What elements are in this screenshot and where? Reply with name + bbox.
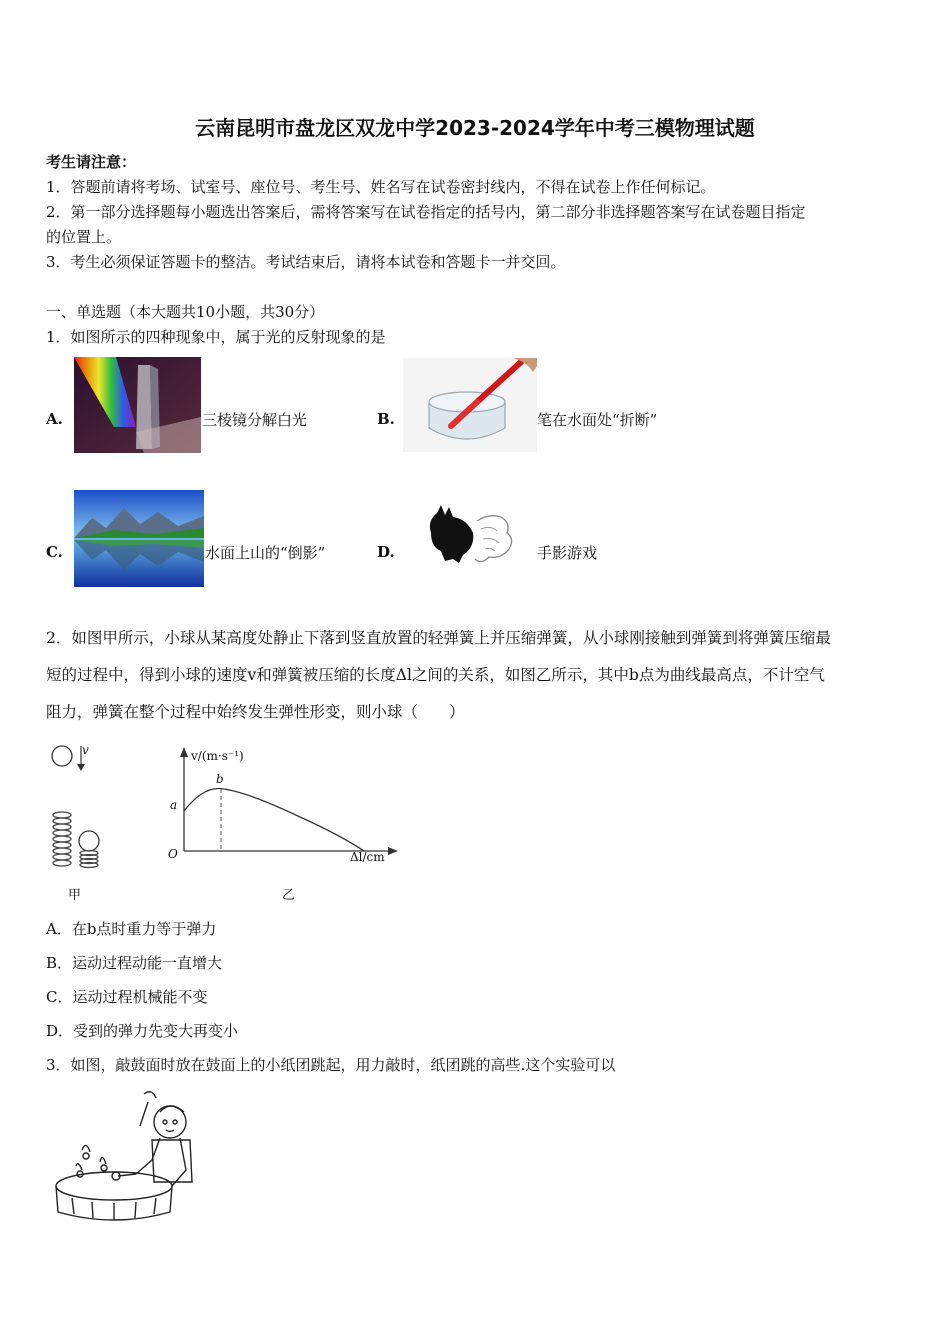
q2-option-a: A．在b点时重力等于弹力: [46, 920, 217, 938]
q1-option-a-label: A.: [46, 410, 63, 428]
pencil-in-water-image: [403, 358, 537, 452]
graph-point-b: b: [216, 772, 224, 786]
figure-jia-caption: 甲: [68, 888, 82, 903]
q3-stem: 3．如图，敲鼓面时放在鼓面上的小纸团跳起，用力敲时，纸团跳的高些.这个实验可以: [46, 1056, 616, 1074]
q2-option-d: D．受到的弹力先变大再变小: [46, 1022, 239, 1040]
section-heading: 一、单选题（本大题共10小题，共30分）: [46, 303, 325, 321]
q1-option-b-label: B.: [377, 410, 395, 428]
graph-point-a: a: [170, 798, 178, 812]
q2-stem-line1: 2．如图甲所示，小球从某高度处静止下落到竖直放置的轻弹簧上并压缩弹簧，从小球刚接触到弹簧到将弹簧压缩最: [46, 629, 831, 647]
q1-option-d-text: 手影游戏: [537, 544, 598, 562]
page-title: 云南昆明市盘龙区双龙中学2023-2024学年中考三模物理试题: [195, 116, 755, 140]
q1-option-c-label: C.: [46, 543, 63, 561]
q2-stem-line3: 阻力，弹簧在整个过程中始终发生弹性形变，则小球（ ）: [46, 703, 465, 721]
q1-option-a-text: 三棱镜分解白光: [202, 411, 308, 429]
spring-ball-figure: [46, 740, 116, 900]
hand-shadow-image: [423, 503, 517, 573]
notice-header: 考生请注意：: [46, 153, 137, 171]
graph-x-axis-label: Δl/cm: [350, 850, 385, 864]
q1-option-c-text: 水面上山的“倒影”: [205, 544, 326, 562]
lake-reflection-image: [74, 490, 204, 587]
q1-option-d-label: D.: [377, 543, 395, 561]
q1-stem: 1．如图所示的四种现象中，属于光的反射现象的是: [46, 328, 386, 346]
velocity-label: v: [82, 743, 89, 757]
q2-option-b: B．运动过程动能一直增大: [46, 954, 223, 972]
notice-item: 的位置上。: [46, 228, 122, 246]
graph-origin: O: [168, 847, 178, 861]
notice-item: 2．第一部分选择题每小题选出答案后，需将答案写在试卷指定的括号内，第二部分非选择题答案写在试卷题目指定: [46, 203, 806, 221]
figure-yi-caption: 乙: [282, 888, 296, 903]
notice-item: 3．考生必须保证答题卡的整洁。考试结束后，请将本试卷和答题卡一并交回。: [46, 253, 566, 271]
q2-option-c: C．运动过程机械能不变: [46, 988, 208, 1006]
q1-option-b-text: 笔在水面处“折断”: [537, 411, 658, 429]
prism-image: [74, 357, 201, 453]
graph-y-axis-label: v/(m·s⁻¹): [191, 749, 244, 763]
q2-stem-line2: 短的过程中，得到小球的速度v和弹簧被压缩的长度Δl之间的关系，如图乙所示，其中b点为曲线最高点，不计空气: [46, 666, 825, 684]
drum-experiment-illustration: [52, 1090, 202, 1222]
notice-item: 1．答题前请将考场、试室号、座位号、考生号、姓名写在试卷密封线内，不得在试卷上作任何标记。: [46, 178, 716, 196]
